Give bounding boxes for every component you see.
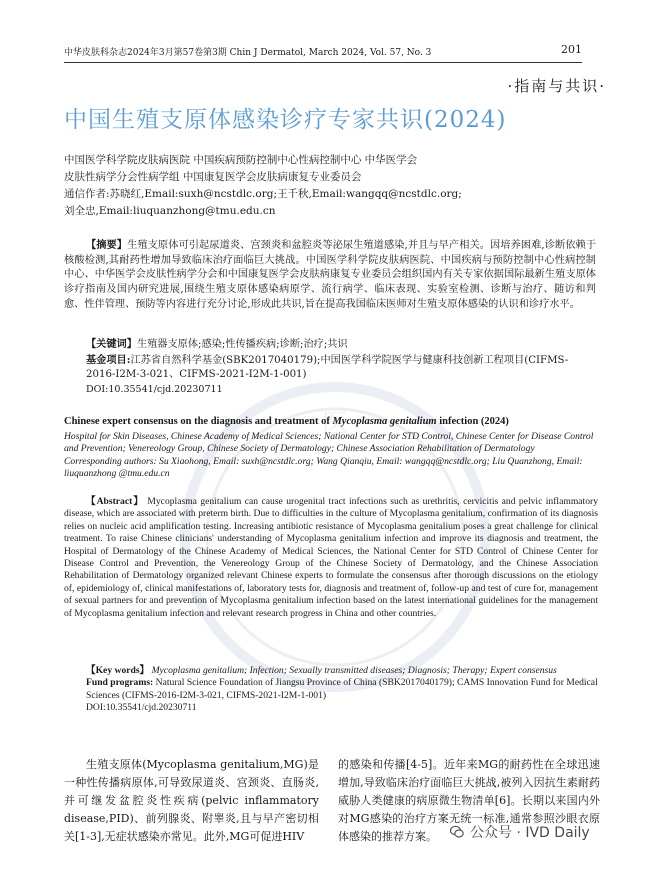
- wechat-watermark: [450, 822, 590, 842]
- fund-text: 江苏省自然科学基金(SBK2017040179);中国医学科学院医学与健康科技创新工程项目(CIFMS-2016-I2M-3-021、CIFMS-2021-I2M-1-001): [86, 354, 569, 381]
- keywords-label: 【关键词】: [86, 338, 137, 350]
- english-affiliation-text: Hospital for Skin Diseases, Chinese Academy of Medical Sciences; National Center for STD Control, Chinese Center for Disease Control and Prevention; Venereology Group, Chinese Society of Dermatology; Chinese Association Rehabilitation of Dermatology: [64, 431, 594, 455]
- english-keywords-label: 【Key words】: [86, 665, 150, 676]
- affiliation-line: 中国医学科学院皮肤病医院 中国疾病预防控制中心性病控制中心 中华医学会: [64, 154, 418, 166]
- corresponding-line: 刘全忠,Email:liuquanzhong@tmu.edu.cn: [64, 205, 276, 217]
- body-column-right: 的感染和传播[4-5]。近年来MG的耐药性在全球迅速增加,导致临床治疗面临巨大挑战,被列入因抗生素耐药威胁人类健康的病原微生物清单[6]。长期以来国内外对MG感染的治疗方案无统一标准,通常参照沙眼衣原体感染的推荐方案。: [338, 758, 600, 843]
- english-keywords-text: Mycoplasma genitalium; Infection; Sexually transmitted diseases; Diagnosis; Therapy; Expert consensus: [151, 665, 557, 676]
- english-title-tail: infection (2024): [436, 416, 509, 427]
- keywords-text: 生殖器支原体;感染;性传播疾病;诊断;治疗;共识: [136, 339, 348, 350]
- author-affiliations: [64, 152, 594, 220]
- english-fund-label: Fund programs:: [86, 677, 154, 689]
- article-title: 中国生殖支原体感染诊疗专家共识(2024): [64, 107, 507, 133]
- wechat-icon: [450, 825, 464, 839]
- english-keywords-fund: [64, 665, 598, 715]
- english-title-italic: Mycoplasma genitalium: [332, 416, 437, 427]
- watermark-text: 公众号 · IVD Daily: [470, 825, 590, 841]
- corresponding-line: 通信作者:苏晓红,Email:suxh@ncstdlc.org;王千秋,Email:wangqq@ncstdlc.org;: [64, 188, 462, 200]
- body-column-left: 生殖支原体(Mycoplasma genitalium,MG)是一种性传播病原体,可导致尿道炎、宫颈炎、直肠炎,并可继发盆腔炎性疾病(pelvic inflammatory disease,PID)、前列腺炎、附睾炎,且与早产密切相关[1-3],无症状感染亦常见。此外,MG可促进HIV: [64, 758, 319, 843]
- fund-label: 基金项目:: [86, 353, 131, 366]
- affiliation-line: 皮肤性病学分会性病学组 中国康复医学会皮肤病康复专业委员会: [64, 171, 362, 183]
- english-abstract: [64, 496, 598, 620]
- doi: DOI:10.35541/cjd.20230711: [86, 384, 223, 396]
- english-fund-text: Natural Science Foundation of Jiangsu Province of China (SBK2017040179); CAMS Innovation Fund for Medical Sciences (CIFMS-2016-I2M-3-021, CIFMS-2021-I2M-1-001): [86, 677, 598, 701]
- english-corresponding: Corresponding authors: Su Xiaohong, Email: suxh@ncstdlc.org; Wang Qianqiu, Email: wangqq@ncstdlc.org; Liu Quanzhong, Email: liuquanzhong @tmu.edu.cn: [64, 455, 583, 480]
- english-doi: DOI:10.35541/cjd.20230711: [86, 702, 197, 714]
- keywords-fund-chinese: [64, 337, 596, 398]
- seal-text: 医: [321, 409, 349, 439]
- english-abstract-label: 【Abstract】: [86, 496, 144, 507]
- section-label: ·指南与共识·: [507, 77, 606, 95]
- abstract-text: 生殖支原体可引起尿道炎、宫颈炎和盆腔炎等泌尿生殖道感染,并且与早产相关。因培养困难,诊断依赖于核酸检测,其耐药性增加导致临床治疗面临巨大挑战。中国医学科学院皮肤病医院、中国疾病与预防控制中心性病控制中心、中华医学会皮肤性病学分会和中国康复医学会皮肤病康复专业委员会组织国内有关专家依据国际最新生殖支原体诊疗指南及国内研究进展,围绕生殖支原体感染病原学、流行病学、临床表现、实验室检测、诊断与治疗、随访和判愈、性伴管理、预防等内容进行充分讨论,形成此共识,旨在提高我国临床医师对生殖支原体感染的认识和诊疗水平。: [64, 240, 597, 310]
- english-title: [64, 416, 598, 427]
- abstract-label: 【摘要】: [86, 239, 128, 251]
- english-title-text: Chinese expert consensus on the diagnosis and treatment of: [64, 416, 333, 427]
- page-number: 201: [561, 43, 582, 56]
- english-abstract-text: Mycoplasma genitalium can cause urogenital tract infections such as urethritis, cervicitis and pelvic inflammatory disease, which are associated with preterm birth. Due to difficulties in the culture of Mycoplasma genitalium, confirmation of its diagnosis relies on nucleic acid amplification testing. Increasing antibiotic resistance of Mycoplasma genitalium poses a great challenge for clinical treatment. To raise Chinese clinicians' understanding of Mycoplasma genitalium infection and improve its diagnosis and treatment, the Hospital of Dermatology of the Chinese Academy of Medical Sciences, the National Center for STD Control of Chinese Center for Disease Control and Prevention, the Venereology Group of the Chinese Society of Dermatology, and the Chinese Association Rehabilitation of Dermatology organized relevant Chinese experts to formulate the consensus after thorough discussions on the etiology of, epidemiology of, clinical manifestations of, laboratory tests for, diagnosis and treatment of, follow-up and test of cure for, management of sexual partners for and prevention of Mycoplasma genitalium infection based on the latest international guidelines for the management of Mycoplasma genitalium infection and relevant research progress in China and other countries.: [64, 496, 598, 619]
- journal-citation: 中华皮肤科杂志2024年3月第57卷第3期 Chin J Dermatol, March 2024, Vol. 57, No. 3: [64, 48, 432, 58]
- running-header: [64, 42, 582, 63]
- abstract-chinese: [64, 238, 596, 313]
- english-affiliation: [64, 431, 598, 481]
